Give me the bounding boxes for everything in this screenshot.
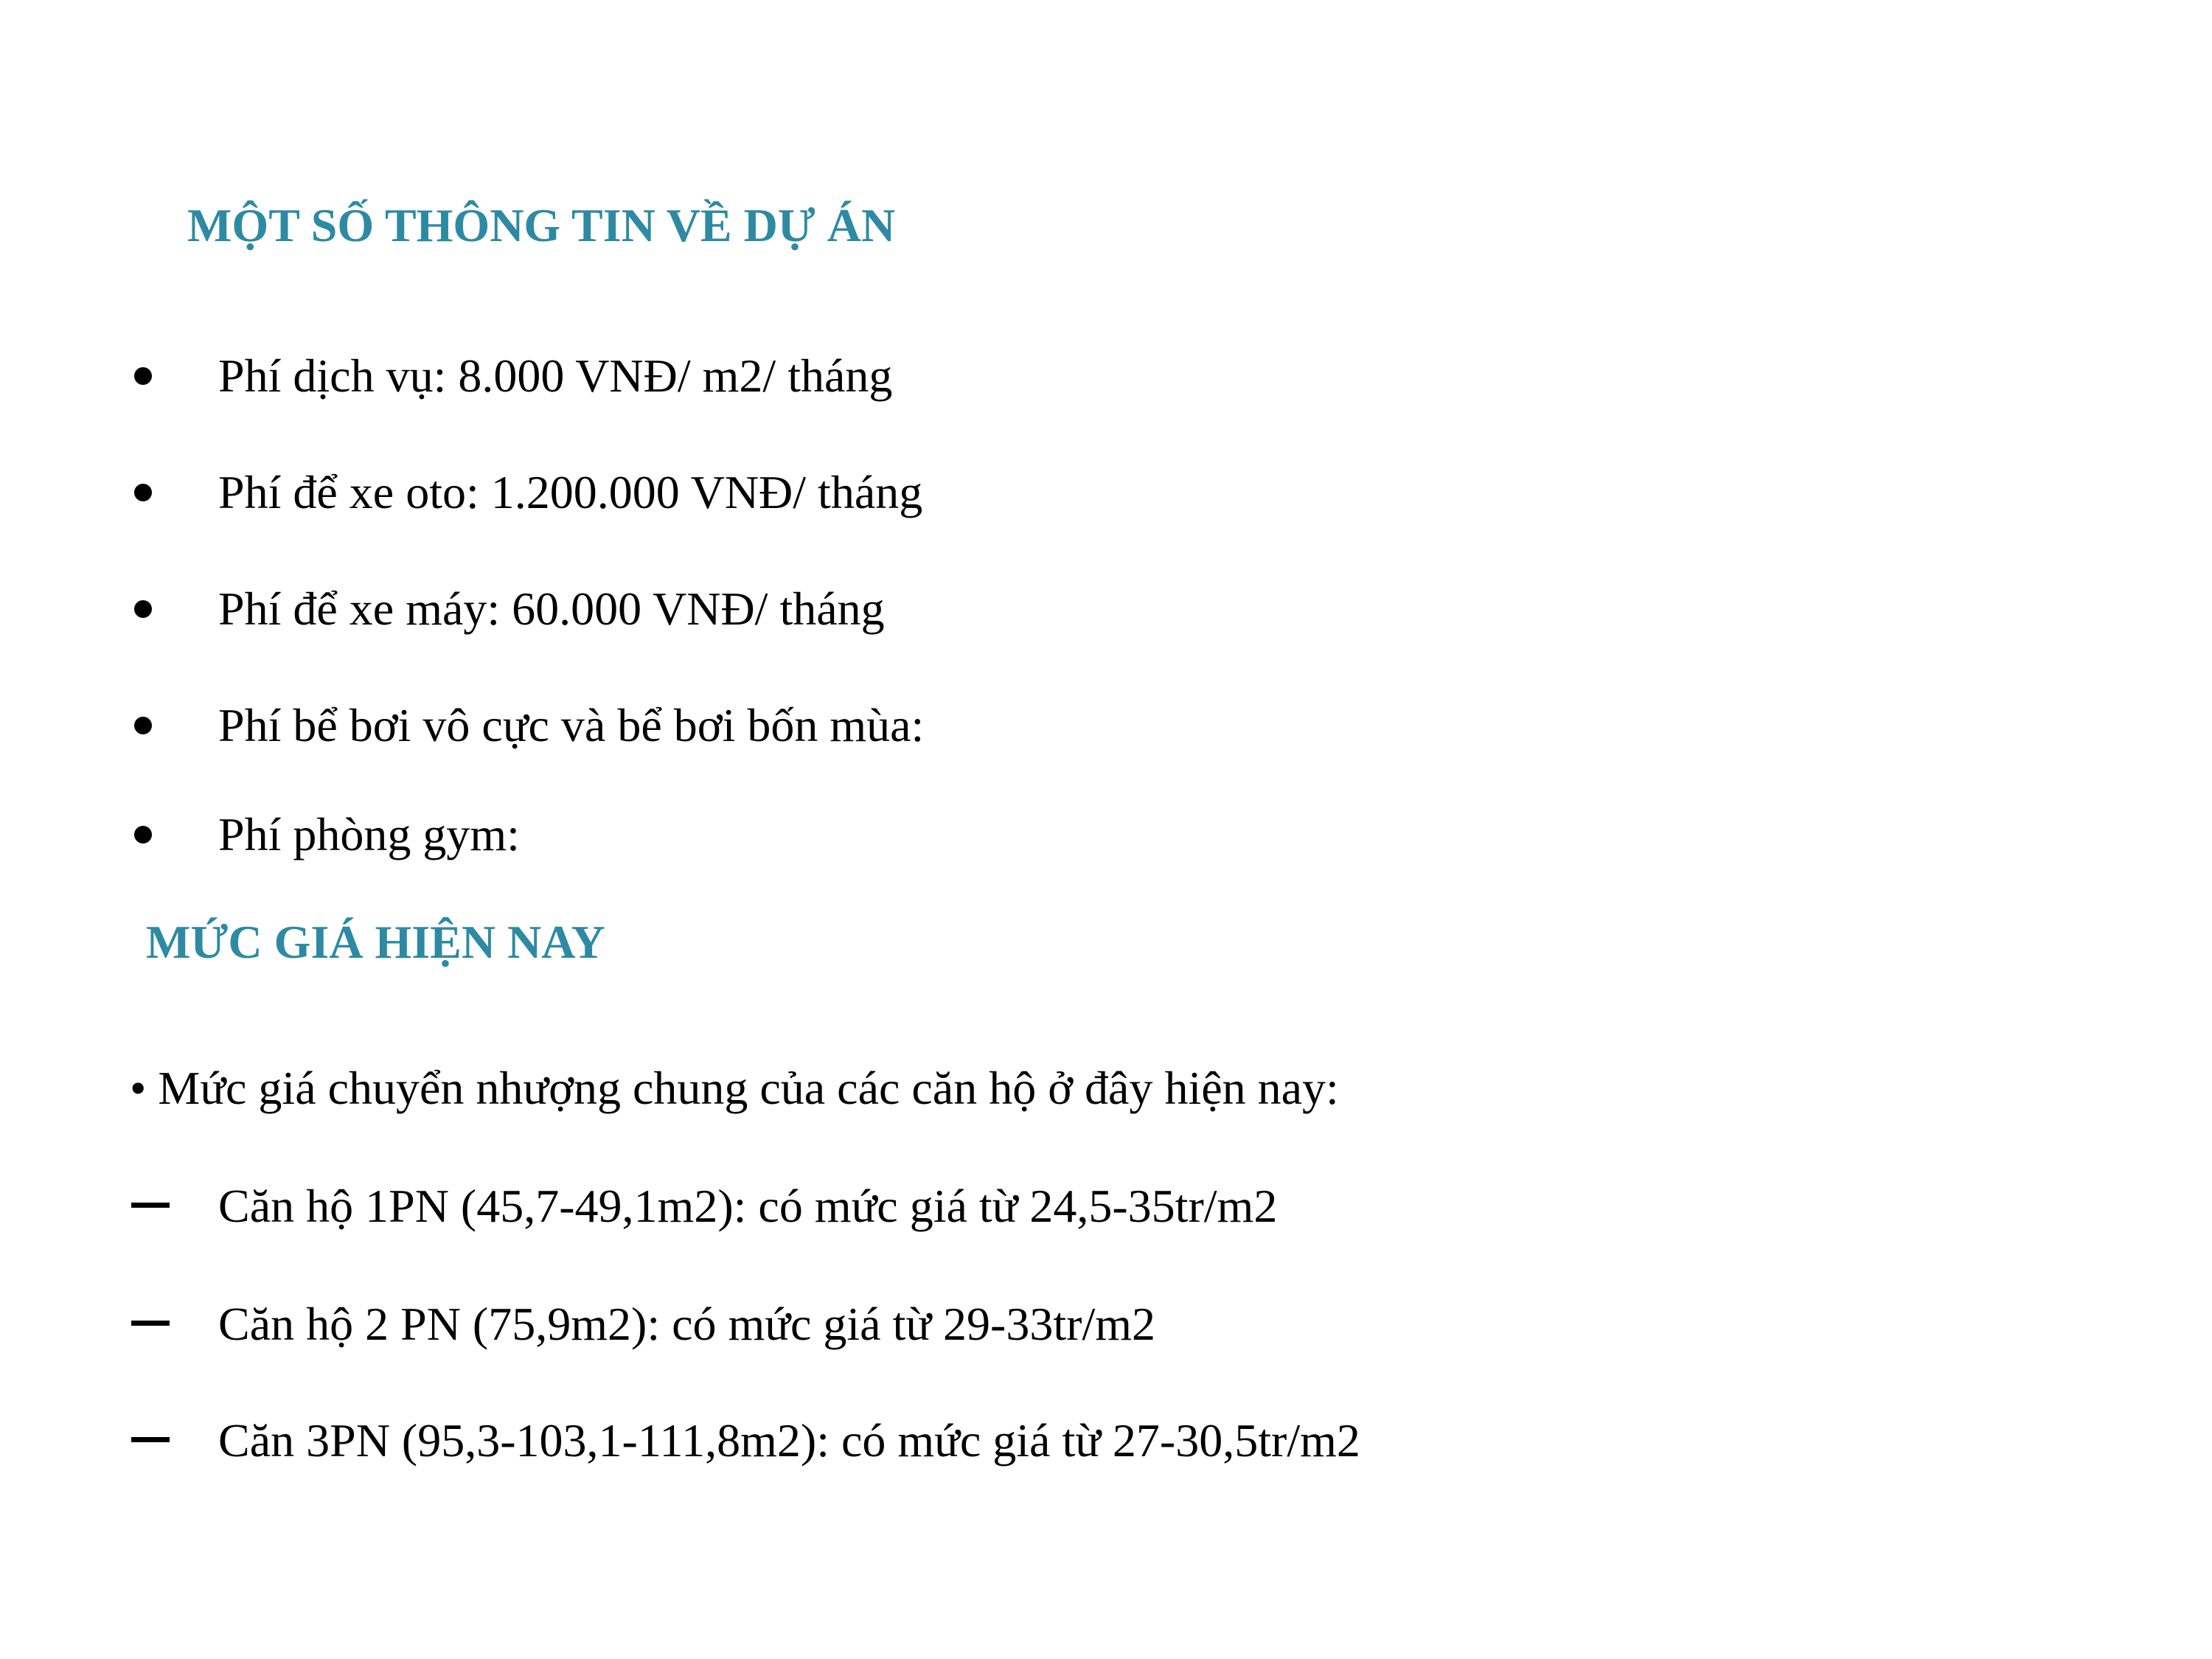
bullet-icon: [134, 367, 152, 385]
list-item-text: Căn 3PN (95,3-103,1-111,8m2): có mức giá từ 27-30,5tr/m2: [218, 1414, 1360, 1467]
list-item-text: Phí dịch vụ: 8.000 VNĐ/ m2/ tháng: [218, 349, 893, 402]
section-title-project-info: MỘT SỐ THÔNG TIN VỀ DỰ ÁN: [187, 199, 896, 251]
list-item-text: Căn hộ 1PN (45,7-49,1m2): có mức giá từ 24,5-35tr/m2: [218, 1180, 1278, 1232]
bullet-icon: [134, 717, 152, 734]
dash-icon: [131, 1203, 170, 1208]
dash-icon: [131, 1321, 170, 1326]
list-item-text: Căn hộ 2 PN (75,9m2): có mức giá từ 29-33tr/m2: [218, 1298, 1155, 1350]
list-item-text: Phí bể bơi vô cực và bể bơi bốn mùa:: [218, 699, 925, 751]
bullet-icon: [134, 600, 152, 618]
list-item-text: Phí phòng gym:: [218, 808, 520, 860]
bullet-icon: [134, 826, 152, 844]
section-title-current-price: MỨC GIÁ HIỆN NAY: [146, 916, 605, 968]
bullet-icon: [134, 484, 152, 501]
price-intro-text: • Mức giá chuyển nhượng chung của các căn hộ ở đây hiện nay:: [130, 1062, 1339, 1114]
list-item-text: Phí để xe oto: 1.200.000 VNĐ/ tháng: [218, 466, 923, 518]
dash-icon: [131, 1437, 170, 1442]
list-item-text: Phí để xe máy: 60.000 VNĐ/ tháng: [218, 582, 885, 635]
